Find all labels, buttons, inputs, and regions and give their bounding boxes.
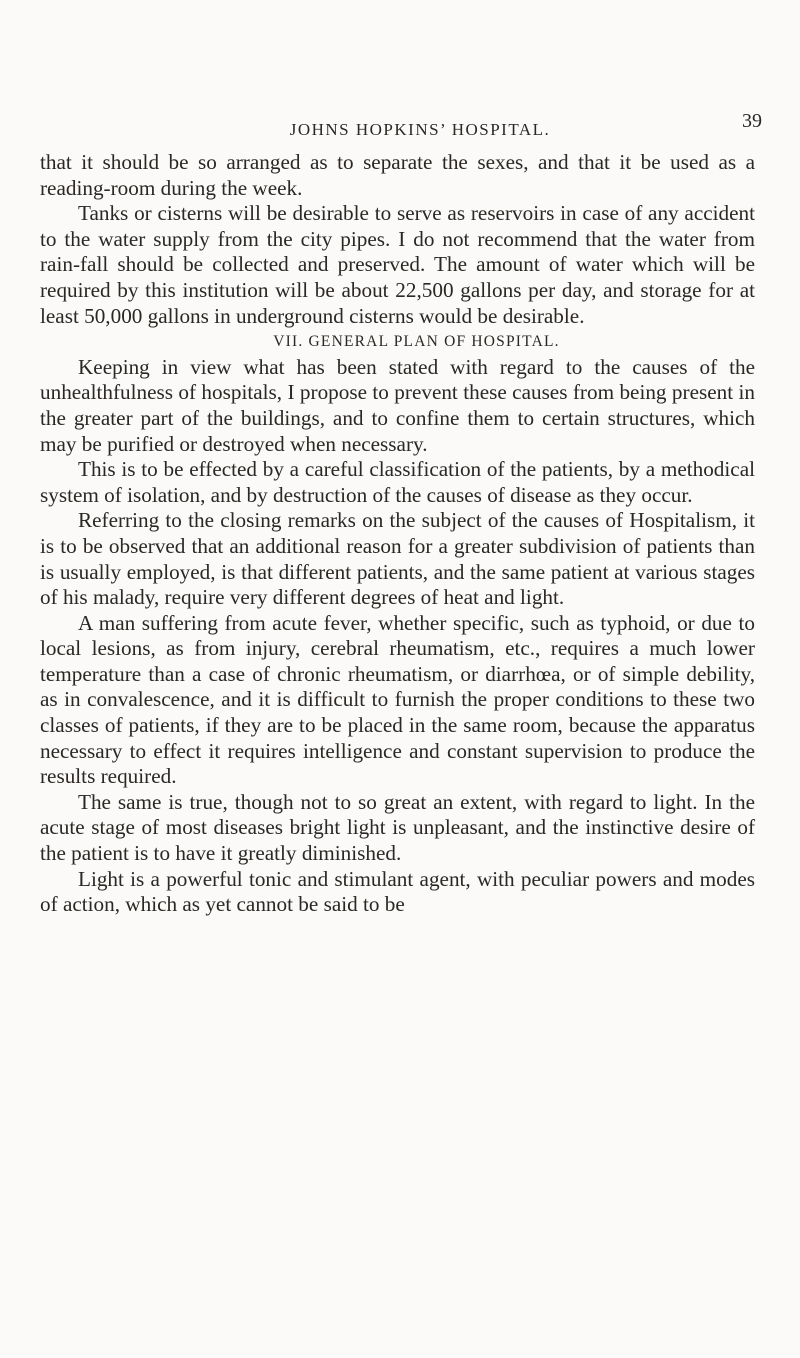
paragraph: Tanks or cisterns will be desirable to serve as reservoirs in case of any accident to the water supply from the city pipes. I do not recommend that the water from rain-fall should be collected and preserved. The amount of water which will be required by this institution will be about 22,500 gallons per day, and storage for at least 50,000 gallons in underground cisterns would be desirable. bbox=[40, 201, 755, 328]
page-number: 39 bbox=[742, 110, 762, 132]
paragraph: Light is a powerful tonic and stimulant agent, with peculiar powers and modes of action, which as yet cannot be said to be bbox=[40, 866, 755, 917]
paragraph: This is to be effected by a careful classification of the patients, by a methodical system of isolation, and by destruction of the causes of disease as they occur. bbox=[40, 457, 755, 507]
paragraph: Referring to the closing remarks on the subject of the causes of Hospitalism, it is to be observed that an additional reason for a greater subdivision of patients than is usually employed, is that different patients, and the same patient at various stages of his malady, require very different degrees of heat and light. bbox=[40, 508, 755, 610]
body-text bbox=[40, 150, 755, 918]
paragraph: The same is true, though not to so great an extent, with regard to light. In the acute stage of most diseases bright light is unpleasant, and the instinctive desire of the patient is to have it greatly diminished. bbox=[40, 789, 755, 866]
paragraph: A man suffering from acute fever, whether specific, such as typhoid, or due to local lesions, as from injury, cerebral rheumatism, etc., requires a much lower temperature than a case of chronic rheumatism, or diarrhœa, or of simple debility, as in convalescence, and it is difficult to furnish the proper conditions to these two classes of patients, if they are to be placed in the same room, because the apparatus necessary to effect it requires intelligence and constant supervision to produce the results required. bbox=[40, 610, 755, 789]
paragraph: Keeping in view what has been stated with regard to the causes of the unhealthfulness of hospitals, I propose to prevent these causes from being present in the greater part of the buildings, and to confine them to certain structures, which may be purified or destroyed when necessary. bbox=[40, 354, 755, 456]
paragraph-continued: that it should be so arranged as to separate the sexes, and that it be used as a reading-room during the week. bbox=[40, 150, 755, 200]
running-title: JOHNS HOPKINS’ HOSPITAL. bbox=[289, 120, 551, 139]
section-heading: VII. GENERAL PLAN OF HOSPITAL. bbox=[273, 333, 560, 351]
running-head bbox=[0, 110, 800, 140]
